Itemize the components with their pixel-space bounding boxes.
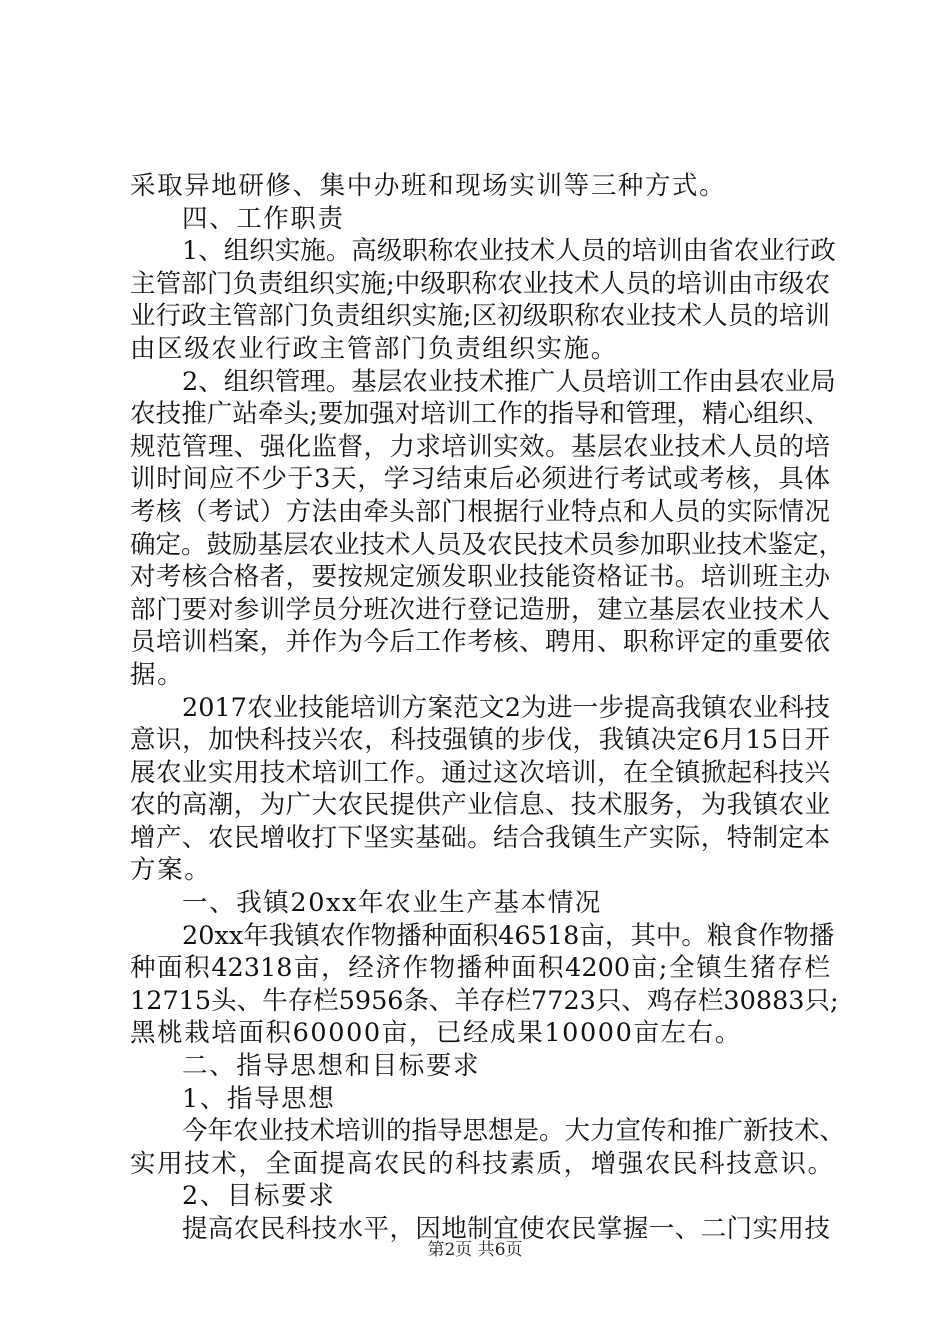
text-line: 员培训档案，并作为今后工作考核、聘用、职称评定的重要依 <box>130 627 830 658</box>
text-line: 意识，加快科技兴农，科技强镇的步伐，我镇决定6月15日开 <box>130 725 830 756</box>
text-line: 农的高潮，为广大农民提供产业信息、技术服务，为我镇农业 <box>130 790 830 821</box>
text-line: 2、组织管理。基层农业技术推广人员培训工作由县农业局 <box>182 366 836 397</box>
subsection-heading: 2、目标要求 <box>182 1181 336 1212</box>
text-line: 训时间应不少于3天，学习结束后必须进行考试或考核，具体 <box>130 464 830 495</box>
text-line: 据。 <box>130 659 185 690</box>
document-body <box>130 170 846 1246</box>
text-line: 规范管理、强化监督，力求培训实效。基层农业技术人员的培 <box>130 431 830 462</box>
text-line: 增产、农民增收打下坚实基础。结合我镇生产实际，特制定本 <box>130 822 830 853</box>
text-line: 种面积42318亩，经济作物播种面积4200亩;全镇生猪存栏 <box>130 953 830 984</box>
text-line: 对考核合格者，要按规定颁发职业技能资格证书。培训班主办 <box>130 562 830 593</box>
text-line: 黑桃栽培面积60000亩，已经成果10000亩左右。 <box>130 1018 742 1049</box>
text-line: 部门要对参训学员分班次进行登记造册，建立基层农业技术人 <box>130 594 830 625</box>
text-line: 业行政主管部门负责组织实施;区初级职称农业技术人员的培训 <box>130 301 830 332</box>
text-line: 方案。 <box>130 855 212 886</box>
text-line: 由区级农业行政主管部门负责组织实施。 <box>130 333 618 364</box>
text-line: 考核（考试）方法由牵头部门根据行业特点和人员的实际情况 <box>130 496 830 527</box>
text-line: 确定。鼓励基层农业技术人员及农民技术员参加职业技术鉴定， <box>130 529 845 560</box>
text-line: 1、组织实施。高级职称农业技术人员的培训由省农业行政 <box>182 236 836 267</box>
text-line: 农技推广站牵头;要加强对培训工作的指导和管理，精心组织、 <box>130 399 830 430</box>
text-line: 采取异地研修、集中办班和现场实训等三种方式。 <box>130 171 727 201</box>
subsection-heading: 1、指导思想 <box>182 1083 336 1114</box>
text-line: 2017农业技能培训方案范文2为进一步提高我镇农业科技 <box>182 692 830 723</box>
text-line: 主管部门负责组织实施;中级职称农业技术人员的培训由市级农 <box>130 268 830 299</box>
section-heading: 四、工作职责 <box>182 203 345 234</box>
text-line: 提高农民科技水平，因地制宜使农民掌握一、二门实用技 <box>182 1214 830 1244</box>
text-line: 实用技术，全面提高农民的科技素质，增强农民科技意识。 <box>130 1148 835 1179</box>
text-line: 12715头、牛存栏5956条、羊存栏7723只、鸡存栏30883只; <box>130 985 839 1016</box>
text-line: 展农业实用技术培训工作。通过这次培训，在全镇掀起科技兴 <box>130 757 830 788</box>
page-number-footer: 第2页 共6页 <box>427 1240 523 1260</box>
text-line: 20xx年我镇农作物播种面积46518亩，其中。粮食作物播 <box>182 920 835 951</box>
text-line: 今年农业技术培训的指导思想是。大力宣传和推广新技术、 <box>182 1116 846 1147</box>
section-heading: 二、指导思想和目标要求 <box>182 1051 481 1082</box>
section-heading: 一、我镇20xx年农业生产基本情况 <box>182 888 602 919</box>
